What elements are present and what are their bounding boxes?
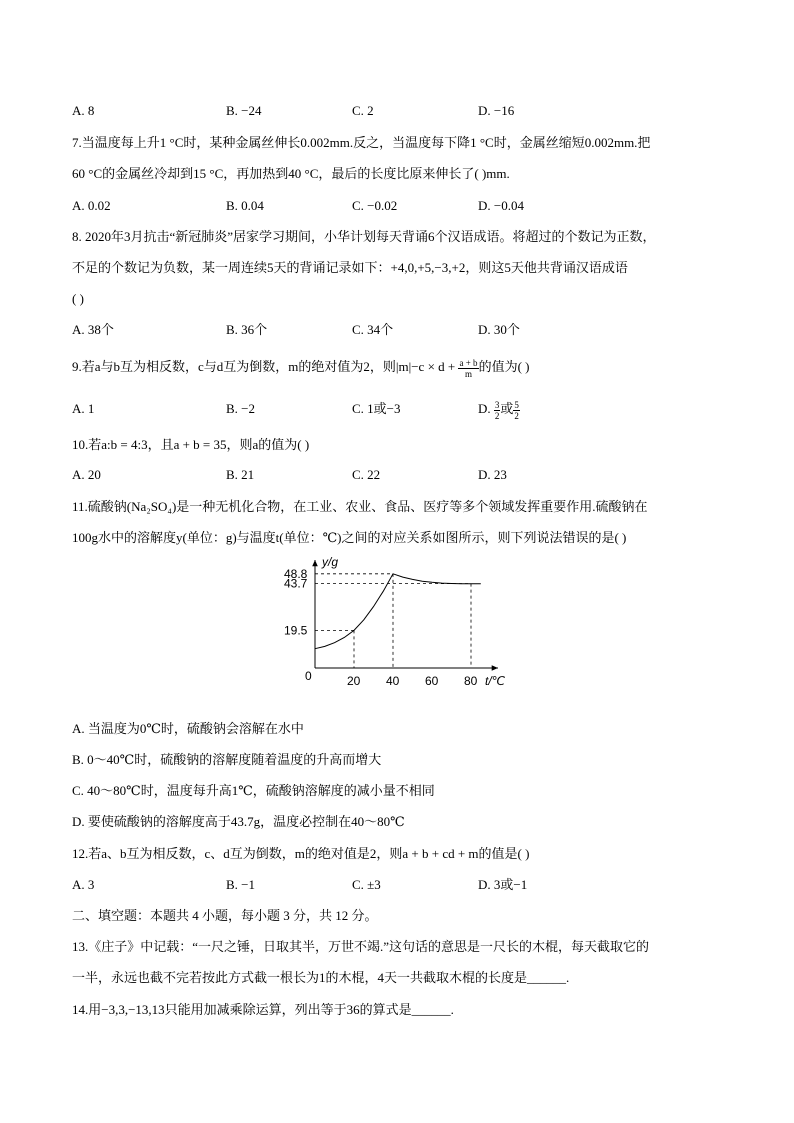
q10-option-a: A. 20 <box>72 467 101 482</box>
x-tick-60: 60 <box>425 674 439 688</box>
q9-option-d-frac2-num: 5 <box>514 399 519 410</box>
q9-option-d-prefix: D. <box>478 401 494 416</box>
q10-option-d: D. 23 <box>478 467 507 482</box>
q6-option-b: B. −24 <box>226 103 262 118</box>
x-axis-label: t/℃ <box>485 674 506 688</box>
q6-option-d: D. −16 <box>478 103 515 118</box>
q9-option-d <box>478 397 520 421</box>
x-tick-40: 40 <box>386 674 400 688</box>
q11-option-d: D. 要使硫酸钠的溶解度高于43.7g，温度必控制在40～80℃ <box>72 814 405 829</box>
x-tick-80: 80 <box>464 674 478 688</box>
y-tick-43.7: 43.7 <box>284 576 308 591</box>
origin-label: 0 <box>305 669 312 683</box>
q12-option-a: A. 3 <box>72 877 95 892</box>
q9-option-d-mid: 或 <box>500 401 514 416</box>
q11-option-c: C. 40～80℃时，温度每升高1℃，硫酸钠溶解度的减小量不相同 <box>72 783 435 798</box>
q9-fraction-denominator: m <box>465 368 473 379</box>
q9-option-d-frac2-den: 2 <box>514 410 519 421</box>
q9-option-c: C. 1或−3 <box>352 401 401 416</box>
q10-option-b: B. 21 <box>226 467 255 482</box>
q9-text <box>72 355 529 379</box>
q12-text: 12.若a、b互为相反数，c、d互为倒数，m的绝对值是2，则a + b + cd + m的值是( ) <box>72 846 530 861</box>
q12-option-b: B. −1 <box>226 877 256 892</box>
q7-option-a: A. 0.02 <box>72 198 111 213</box>
solubility-chart <box>270 556 530 692</box>
q9-fraction <box>458 358 478 379</box>
y-tick-labels <box>284 567 308 638</box>
y-axis-label: y/g <box>322 556 339 569</box>
q6-option-c: C. 2 <box>352 103 374 118</box>
q14-text: 14.用−3,3,−13,13只能用加减乘除运算，列出等于36的算式是______. <box>72 1002 454 1017</box>
q9-text-after: 的值为( ) <box>478 359 530 374</box>
q9-option-b: B. −2 <box>226 401 256 416</box>
q8-option-c: C. 34个 <box>352 322 394 337</box>
chart-dashed-guides <box>315 574 471 668</box>
q10-text: 10.若a:b = 4:3，且a + b = 35，则a的值为( ) <box>72 437 310 452</box>
q8-option-d: D. 30个 <box>478 322 520 337</box>
x-tick-labels <box>347 674 478 688</box>
q7-text-line2: 60 °C的金属丝冷却到15 °C，再加热到40 °C，最后的长度比原来伸长了( )mm. <box>72 166 510 181</box>
y-tick-48.8: 48.8 <box>284 566 308 581</box>
y-tick-19.5: 19.5 <box>284 623 308 638</box>
q7-option-d: D. −0.04 <box>478 198 524 213</box>
solubility-curve <box>315 574 481 649</box>
q8-option-b: B. 36个 <box>226 322 268 337</box>
q8-option-a: A. 38个 <box>72 322 114 337</box>
section-2-heading: 二、填空题：本题共 4 小题，每小题 3 分，共 12 分。 <box>72 908 378 923</box>
q12-option-d: D. 3或−1 <box>478 877 528 892</box>
q9-fraction-numerator: a + b <box>459 357 478 368</box>
q13-text-line1: 13.《庄子》中记载：“一尺之锤，日取其半，万世不竭.”这句话的意思是一尺长的木棍，每天截取它的 <box>72 939 650 954</box>
q11-text-line2: 100g水中的溶解度y(单位：g)与温度t(单位：℃)之间的对应关系如图所示，则下列说法错误的是( ) <box>72 530 627 545</box>
q11-text-line1: 11.硫酸钠(Na₂SO₄)是一种无机化合物，在工业、农业、食品、医疗等多个领域发挥重要作用.硫酸钠在 <box>72 499 648 514</box>
q12-option-c: C. ±3 <box>352 877 381 892</box>
q9-text-before: 9.若a与b互为相反数，c与d互为倒数，m的绝对值为2，则|m|−c × d + <box>72 359 459 374</box>
q10-option-c: C. 22 <box>352 467 381 482</box>
x-tick-20: 20 <box>347 674 361 688</box>
q9-option-d-frac1-num: 3 <box>494 399 500 410</box>
q7-option-c: C. −0.02 <box>352 198 398 213</box>
q7-text-line1: 7.当温度每上升1 °C时，某种金属丝伸长0.002mm.反之，当温度每下降1 °C时，金属丝缩短0.002mm.把 <box>72 135 651 150</box>
q8-text-line2: 不足的个数记为负数，某一周连续5天的背诵记录如下：+4,0,+5,−3,+2，则这5天他共背诵汉语成语 <box>72 260 628 275</box>
q9-option-a: A. 1 <box>72 401 95 416</box>
q9-option-d-frac1-den: 2 <box>494 410 500 421</box>
q8-text-line3: ( ) <box>72 291 84 306</box>
q7-option-b: B. 0.04 <box>226 198 264 213</box>
q11-option-a: A. 当温度为0℃时，硫酸钠会溶解在水中 <box>72 721 304 736</box>
q6-option-a: A. 8 <box>72 103 95 118</box>
q8-text-line1: 8. 2020年3月抗击“新冠肺炎”居家学习期间，小华计划每天背诵6个汉语成语。将超过的个数记为正数， <box>72 229 656 244</box>
q11-option-b: B. 0～40℃时，硫酸钠的溶解度随着温度的升高而增大 <box>72 752 382 767</box>
q13-text-line2: 一半，永远也截不完若按此方式截一根长为1的木棍，4天一共截取木棍的长度是______. <box>72 970 570 985</box>
